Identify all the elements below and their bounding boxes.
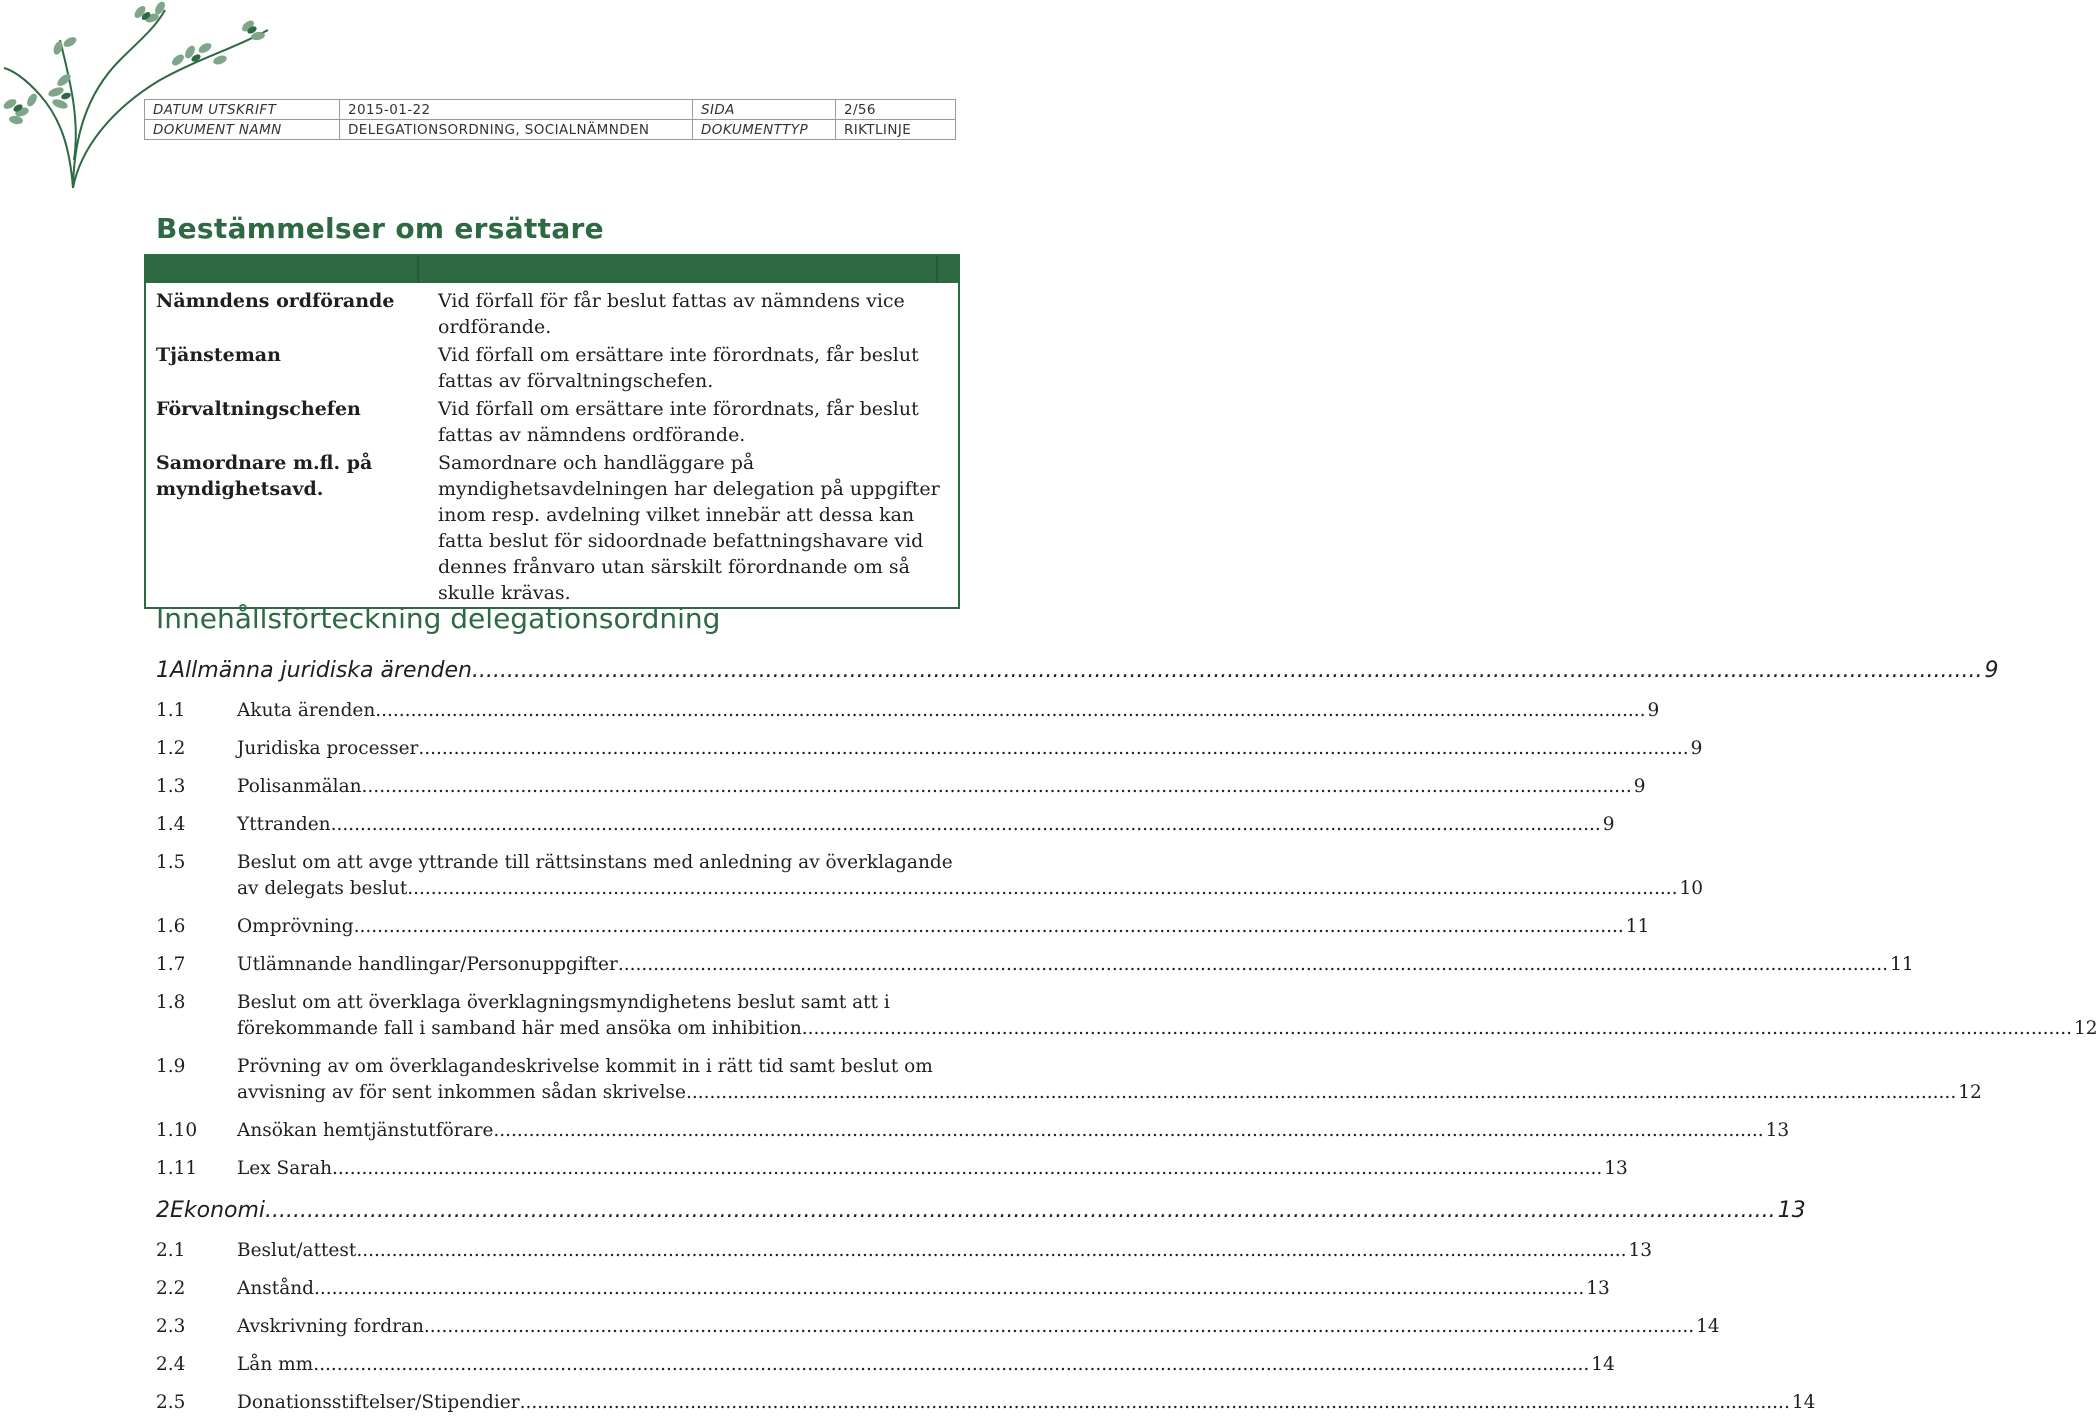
toc-title-first-line: Prövning av om överklagandeskrivelse kommit in i rätt tid samt beslut om: [237, 1056, 933, 1077]
toc-page-number: 9: [1690, 738, 1703, 759]
toc-leader-dots: [802, 1016, 2072, 1042]
substitutes-table: [144, 254, 960, 609]
substitute-row: [146, 450, 958, 606]
toc-page-number: 9: [1647, 700, 1660, 721]
toc-leader-dots: [418, 736, 1688, 762]
toc-title: Avskrivning fordran: [237, 1316, 424, 1337]
toc-title-first-line: Beslut om att överklaga överklagningsmyndighetens beslut samt att i: [237, 992, 890, 1013]
toc-leader-line: [170, 652, 1999, 690]
toc-number: 1.7: [156, 954, 186, 975]
toc-page-number: 14: [1696, 1316, 1720, 1337]
toc-leader-dots: [314, 1276, 1584, 1302]
toc-page-number: 10: [1679, 878, 1704, 899]
print-date-label: DATUM UTSKRIFT: [145, 100, 340, 120]
toc-text: [170, 652, 1999, 690]
toc-leader-dots: [424, 1314, 1694, 1340]
toc-page-number: 11: [1625, 916, 1650, 937]
toc-page-number: 13: [1604, 1158, 1628, 1179]
toc-leader-dots: [520, 1390, 1790, 1416]
toc-number: 1.3: [156, 776, 186, 797]
toc-text: [237, 698, 1659, 724]
toc-text: [237, 914, 1649, 940]
substitute-role: Tjänsteman: [156, 344, 281, 366]
substitutes-table-body: [146, 283, 958, 607]
toc-leader-line: [237, 1156, 1628, 1182]
toc-text: [170, 1192, 1806, 1230]
toc-section[interactable]: [156, 1192, 1806, 1230]
toc-title: Innehållsförteckning delegationsordning: [156, 602, 721, 635]
toc-leader-line: [237, 1276, 1610, 1302]
toc-leader-line: [170, 1192, 1806, 1230]
toc-number: 2.5: [156, 1392, 186, 1413]
toc-title: Ansökan hemtjänstutförare: [237, 1120, 494, 1141]
toc-leader-dots: [375, 698, 1645, 724]
header-divider: [936, 256, 938, 283]
toc-number: 2.2: [156, 1278, 186, 1299]
toc-number: 1.9: [156, 1056, 186, 1077]
toc-entry[interactable]: [156, 1054, 1982, 1106]
toc-text: [237, 812, 1615, 838]
toc-title: av delegats beslut: [237, 878, 408, 899]
toc-title: Akuta ärenden: [237, 700, 376, 721]
toc-leader-line: [237, 736, 1702, 762]
toc-leader-dots: [332, 1156, 1602, 1182]
toc-leader-line: [237, 1390, 1815, 1416]
toc-entry[interactable]: [156, 1352, 1615, 1378]
substitute-row: [146, 396, 958, 448]
toc-page-number: 11: [1890, 954, 1914, 975]
toc-title: Yttranden: [237, 814, 331, 835]
toc-text: [237, 1054, 1982, 1106]
header-divider: [417, 256, 419, 283]
toc-title: Polisanmälan: [237, 776, 362, 797]
toc-text: [237, 1352, 1615, 1378]
toc-entry[interactable]: [156, 952, 1914, 978]
toc-entry[interactable]: [156, 736, 1703, 762]
doc-name-label: DOKUMENT NAMN: [145, 120, 340, 140]
toc-leader-dots: [265, 1192, 1776, 1230]
leaf-branch-logo: [0, 0, 280, 195]
substitute-description: Samordnare och handläggare på myndighetsavdelningen har delegation på uppgifter inom resp. avdelning vilket innebär att dessa kan fatta beslut för sidoordnade befattningshavare vid dennes frånvaro utan särskilt förordnande om så skulle krävas.: [438, 452, 940, 604]
print-date-value: 2015-01-22: [340, 100, 693, 120]
toc-number: 1.6: [156, 916, 186, 937]
toc-page-number: 14: [1791, 1392, 1816, 1413]
toc-page-number: 13: [1777, 1198, 1806, 1223]
toc-leader-dots: [331, 812, 1601, 838]
toc-leader-dots: [407, 876, 1677, 902]
toc-text: [237, 1118, 1789, 1144]
toc-leader-dots: [493, 1118, 1763, 1144]
toc-text: [237, 1156, 1628, 1182]
substitute-row: [146, 288, 958, 340]
toc-title: Lex Sarah: [237, 1158, 333, 1179]
toc-number: 1.4: [156, 814, 186, 835]
toc-leader-dots: [618, 952, 1888, 978]
toc-text: [237, 952, 1914, 978]
toc-title: Beslut/attest: [237, 1240, 357, 1261]
toc-section[interactable]: [156, 652, 1999, 690]
toc-number: 1.8: [156, 992, 186, 1013]
toc-title: Juridiska processer: [237, 738, 419, 759]
toc-number: 1: [156, 658, 170, 683]
toc-page-number: 13: [1628, 1240, 1653, 1261]
toc-entry[interactable]: [156, 1156, 1628, 1182]
substitutes-table-header: [146, 256, 958, 283]
toc-leader-dots: [319, 1352, 1589, 1378]
toc-number: 1.5: [156, 852, 186, 873]
toc-number: 2.4: [156, 1354, 186, 1375]
toc-page-number: 9: [1984, 658, 1999, 683]
toc-title-first-line: Beslut om att avge yttrande till rättsinstans med anledning av överklagande: [237, 852, 953, 873]
toc-leader-line: [237, 1314, 1720, 1340]
toc-leader-dots: [472, 652, 1983, 690]
doc-name-value: DELEGATIONSORDNING, SOCIALNÄMNDEN: [340, 120, 693, 140]
toc-leader-dots: [686, 1080, 1956, 1106]
toc-leader-dots: [362, 774, 1632, 800]
toc-leader-line: [237, 952, 1914, 978]
toc-entry[interactable]: [156, 850, 1704, 902]
toc-leader-line: [237, 914, 1649, 940]
toc-number: 2.3: [156, 1316, 186, 1337]
page-value: 2/56: [836, 100, 956, 120]
toc-title: Donationsstiftelser/Stipendier: [237, 1392, 520, 1413]
page-title: Bestämmelser om ersättare: [156, 212, 604, 245]
toc-leader-dots: [354, 914, 1624, 940]
toc-number: 1.2: [156, 738, 186, 759]
toc-entry[interactable]: [156, 1118, 1790, 1144]
toc-title: Lån mm.: [237, 1354, 320, 1375]
toc-page-number: 14: [1591, 1354, 1615, 1375]
toc-entry[interactable]: [156, 698, 1660, 724]
toc-number: 1.11: [156, 1158, 198, 1179]
toc-text: [237, 1314, 1720, 1340]
toc-leader-line: [237, 1080, 1982, 1106]
page-label: SIDA: [693, 100, 836, 120]
substitute-role: Förvaltningschefen: [156, 398, 361, 420]
toc-text: [237, 1390, 1815, 1416]
toc-text: [237, 774, 1646, 800]
toc-leader-dots: [356, 1238, 1626, 1264]
toc-page-number: 9: [1633, 776, 1646, 797]
substitute-row: [146, 342, 958, 394]
toc-leader-line: [237, 812, 1615, 838]
toc-entry[interactable]: [156, 1390, 1816, 1416]
toc-leader-line: [237, 1016, 2098, 1042]
toc-text: [237, 850, 1703, 902]
toc-leader-line: [237, 1238, 1652, 1264]
toc-text: [237, 736, 1702, 762]
toc-page-number: 9: [1602, 814, 1615, 835]
toc-leader-line: [237, 774, 1646, 800]
substitute-description: Vid förfall för får beslut fattas av nämndens vice ordförande.: [438, 290, 905, 338]
toc-number: 1.10: [156, 1120, 198, 1141]
document-header-table: [144, 99, 956, 140]
toc-entry[interactable]: [156, 774, 1646, 800]
toc-title: Utlämnande handlingar/Personuppgifter: [237, 954, 618, 975]
toc-title: Allmänna juridiska ärenden: [170, 658, 472, 683]
toc-page-number: 12: [1958, 1082, 1982, 1103]
substitute-role: Nämndens ordförande: [156, 290, 395, 312]
toc-entry[interactable]: [156, 1238, 1653, 1264]
toc-entry[interactable]: [156, 1276, 1610, 1302]
doc-type-label: DOKUMENTTYP: [693, 120, 836, 140]
toc-number: 2.1: [156, 1240, 186, 1261]
toc-number: 1.1: [156, 700, 186, 721]
toc-text: [237, 1276, 1610, 1302]
toc-leader-line: [237, 876, 1703, 902]
toc-text: [237, 990, 2098, 1042]
toc-page-number: 12: [2073, 1018, 2098, 1039]
substitute-description: Vid förfall om ersättare inte förordnats, får beslut fattas av nämndens ordförande.: [438, 398, 919, 446]
toc-leader-line: [237, 1118, 1789, 1144]
toc-page-number: 13: [1586, 1278, 1610, 1299]
toc-leader-line: [237, 1352, 1615, 1378]
toc-number: 2: [156, 1198, 170, 1223]
toc-entry[interactable]: [156, 1314, 1720, 1340]
toc-title: avvisning av för sent inkommen sådan skrivelse: [237, 1082, 686, 1103]
toc-entry[interactable]: [156, 990, 2098, 1042]
toc-title: förekommande fall i samband här med ansöka om inhibition: [237, 1018, 802, 1039]
toc-page-number: 13: [1765, 1120, 1790, 1141]
toc-title: Omprövning: [237, 916, 354, 937]
toc-text: [237, 1238, 1652, 1264]
substitute-role: Samordnare m.fl. på myndighetsavd.: [156, 452, 373, 500]
substitute-description: Vid förfall om ersättare inte förordnats, får beslut fattas av förvaltningschefen.: [438, 344, 919, 392]
toc-entry[interactable]: [156, 914, 1650, 940]
doc-type-value: RIKTLINJE: [836, 120, 956, 140]
toc-entry[interactable]: [156, 812, 1615, 838]
toc-title: Ekonomi: [170, 1198, 266, 1223]
toc-leader-line: [237, 698, 1659, 724]
table-of-contents: [156, 652, 2098, 1428]
toc-title: Anstånd: [237, 1278, 314, 1299]
